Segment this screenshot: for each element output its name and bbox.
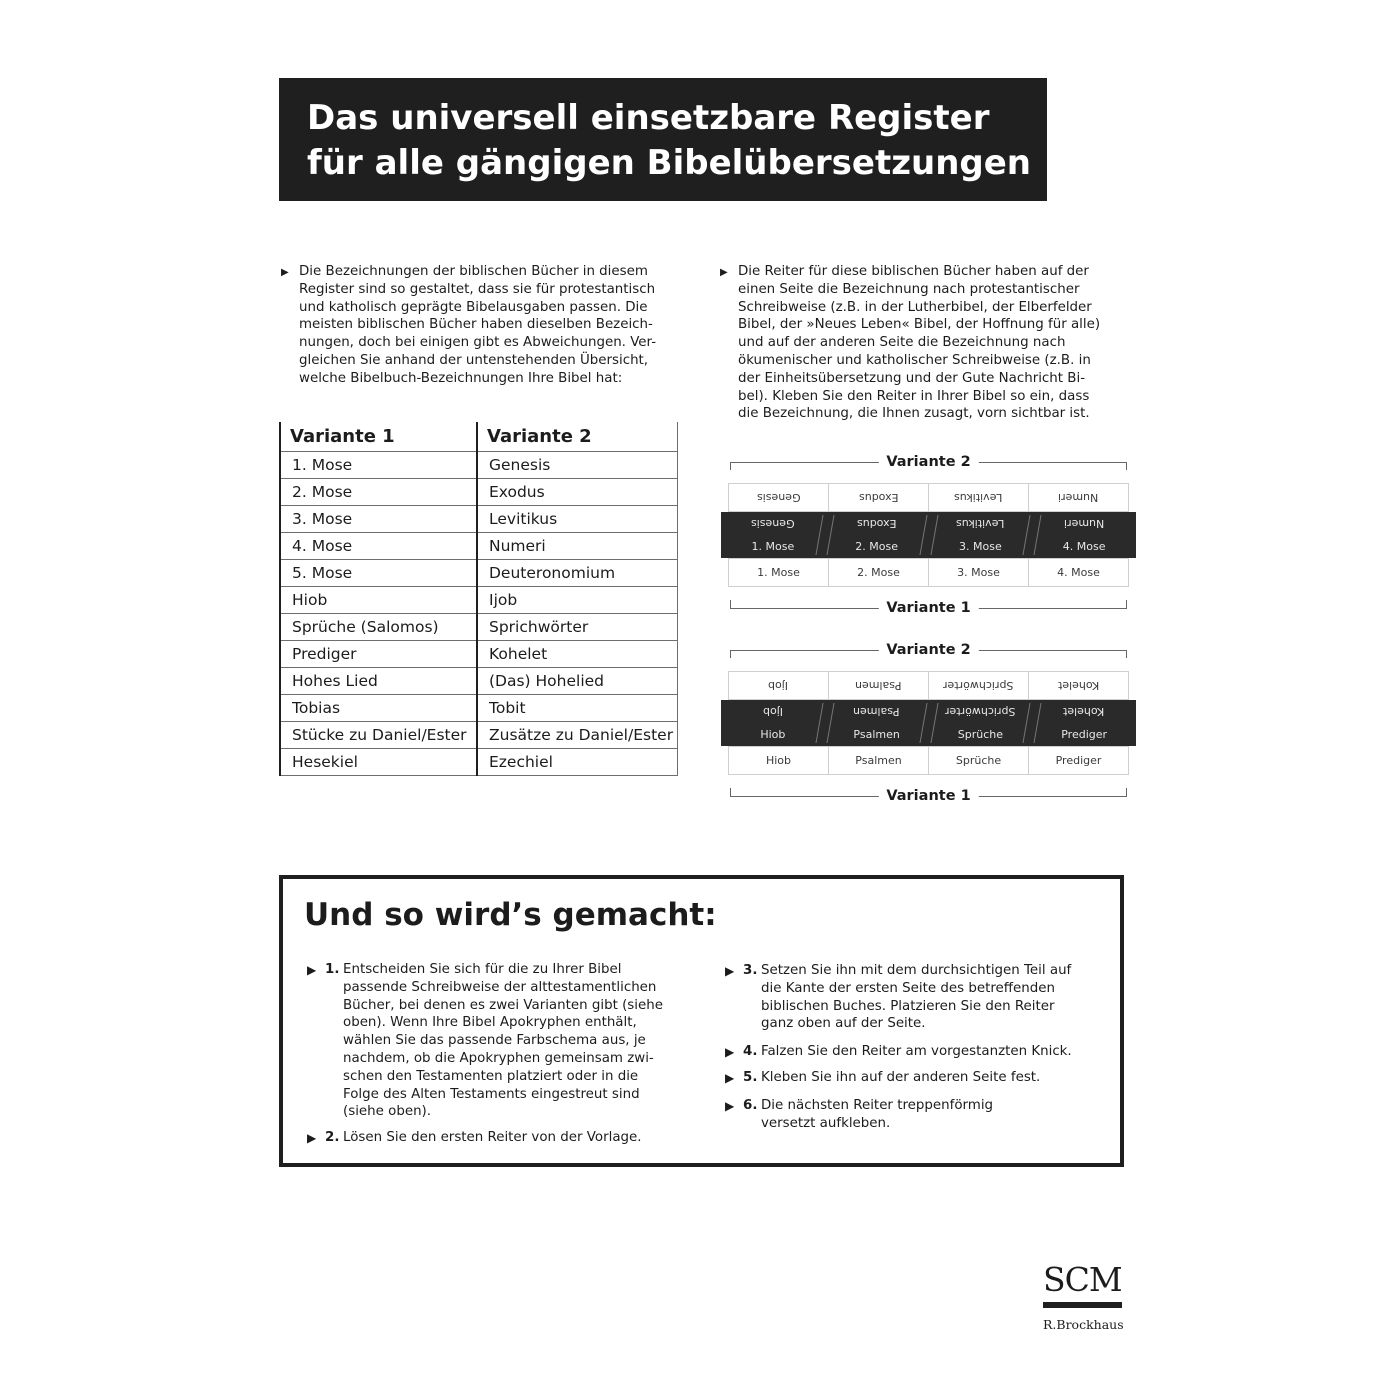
- tab-cell: [828, 483, 929, 512]
- step-line: Kleben Sie ihn auf der anderen Seite fest.: [761, 1070, 1041, 1085]
- fold-cell: [721, 512, 825, 558]
- step-text: [307, 1129, 642, 1147]
- tab-fold-band: [721, 700, 1136, 746]
- paragraph-line: Die Reiter für diese biblischen Bücher haben auf der: [738, 264, 1089, 279]
- tab-row-reversed: [728, 671, 1129, 700]
- fold-label-flipped: Exodus: [856, 517, 897, 530]
- fold-label: 3. Mose: [959, 540, 1002, 553]
- step-line: Lösen Sie den ersten Reiter von der Vorlage.: [343, 1130, 642, 1145]
- tab-cell: 3. Mose: [928, 558, 1029, 587]
- step-number: 2.: [325, 1130, 340, 1145]
- title-banner: [279, 78, 1047, 201]
- tab-label-flipped: Exodus: [858, 491, 899, 504]
- step-3: [725, 962, 1071, 1033]
- step-line: schen den Testamenten platziert oder in die: [343, 1068, 639, 1084]
- paragraph-line: die Bezeichnung, die Ihnen zusagt, vorn sichtbar ist.: [738, 406, 1090, 422]
- tab-diagram-1: [721, 453, 1136, 617]
- step-line: passende Schreibweise der alttestamentlichen: [343, 979, 657, 995]
- paragraph-line: und auf der anderen Seite die Bezeichnung nach: [738, 335, 1066, 351]
- tab-cell: [928, 671, 1029, 700]
- step-text: [725, 1043, 1072, 1061]
- step-line: biblischen Buches. Platzieren Sie den Reiter: [761, 998, 1055, 1014]
- paragraph-line: Die Bezeichnungen der biblischen Bücher in diesem: [299, 264, 648, 279]
- bracket-label-top: Variante 2: [878, 641, 978, 659]
- step-line: wählen Sie das passende Farbschema aus, je: [343, 1033, 646, 1049]
- step-2: [307, 1129, 642, 1147]
- fold-cell: [929, 512, 1033, 558]
- logo-subtitle: R.Brockhaus: [1043, 1317, 1124, 1332]
- step-arrow-icon: ▶: [725, 964, 735, 978]
- fold-cell: [825, 700, 929, 746]
- tab-cell: [728, 483, 829, 512]
- tab-cell: 1. Mose: [728, 558, 829, 587]
- tab-row-reversed: [728, 483, 1129, 512]
- bullet-arrow-icon: ▶: [720, 267, 728, 278]
- tab-cell: [1028, 671, 1129, 700]
- bracket-tick: [730, 650, 731, 658]
- step-arrow-icon: ▶: [725, 1099, 735, 1113]
- intro-right: [720, 263, 1100, 423]
- paragraph-line: bel). Kleben Sie den Reiter in Ihrer Bibel so ein, dass: [738, 388, 1090, 404]
- bracket-tick: [1126, 650, 1127, 658]
- step-number: 3.: [743, 963, 758, 978]
- variant-2-cell: Ijob: [477, 587, 678, 614]
- fold-label: Hiob: [760, 728, 786, 741]
- bracket-tick: [730, 600, 731, 608]
- table-row: [280, 695, 678, 722]
- fold-cell: [825, 512, 929, 558]
- step-number: 1.: [325, 962, 340, 977]
- step-arrow-icon: ▶: [307, 1131, 317, 1145]
- tab-cell: [928, 483, 1029, 512]
- bracket-tick: [1126, 462, 1127, 470]
- step-number: 4.: [743, 1044, 758, 1059]
- fold-label-flipped: Kohelet: [1063, 705, 1105, 718]
- bracket-tick: [730, 462, 731, 470]
- tab-label-flipped: Numeri: [1058, 491, 1099, 504]
- tab-label-flipped: Levitikus: [954, 491, 1003, 504]
- tab-label-flipped: Psalmen: [855, 679, 902, 692]
- table-row: [280, 506, 678, 533]
- step-line: Bücher, bei denen es zwei Varianten gibt (siehe: [343, 997, 663, 1013]
- table-header-variante-2: Variante 2: [477, 422, 678, 452]
- variant-1-cell: 2. Mose: [280, 479, 477, 506]
- fold-label-flipped: Levitikus: [956, 517, 1005, 530]
- variant-2-cell: (Das) Hohelied: [477, 668, 678, 695]
- tab-diagram-2: [721, 641, 1136, 805]
- variant-2-cell: Kohelet: [477, 641, 678, 668]
- fold-cell: [1032, 700, 1136, 746]
- bracket-bottom: [721, 787, 1136, 805]
- bracket-top: [721, 453, 1136, 471]
- table-row: [280, 722, 678, 749]
- step-line: oben). Wenn Ihre Bibel Apokryphen enthält,: [343, 1015, 637, 1031]
- fold-label: 4. Mose: [1062, 540, 1106, 553]
- variant-1-cell: Stücke zu Daniel/Ester: [280, 722, 477, 749]
- title-line-1: Das universell einsetzbare Register: [307, 98, 990, 138]
- fold-label: Psalmen: [853, 728, 900, 741]
- step-line: die Kante der ersten Seite des betreffenden: [761, 980, 1055, 996]
- logo-scm: SCM: [1043, 1260, 1122, 1299]
- fold-label: 2. Mose: [855, 540, 898, 553]
- tab-label-flipped: Genesis: [756, 491, 801, 504]
- variant-1-cell: Hiob: [280, 587, 477, 614]
- variant-2-cell: Zusätze zu Daniel/Ester: [477, 722, 678, 749]
- paragraph-line: ökumenischer und katholischer Schreibweise (z.B. in: [738, 352, 1091, 368]
- tab-label-flipped: Ijob: [768, 679, 789, 692]
- tab-cell: Psalmen: [828, 746, 929, 775]
- table-row: [280, 560, 678, 587]
- step-arrow-icon: ▶: [725, 1045, 735, 1059]
- variant-2-cell: Genesis: [477, 452, 678, 479]
- tab-label-flipped: Kohelet: [1057, 679, 1100, 692]
- fold-label: Prediger: [1061, 728, 1108, 741]
- intro-left: [281, 263, 656, 388]
- step-text: [725, 962, 1071, 1033]
- fold-cell: [929, 700, 1033, 746]
- tab-cell: 4. Mose: [1028, 558, 1129, 587]
- table-row: [280, 533, 678, 560]
- table-row: [280, 452, 678, 479]
- paragraph-line: nungen, doch bei einigen gibt es Abweichungen. Ver-: [299, 335, 657, 351]
- table-row: [280, 668, 678, 695]
- variant-2-cell: Deuteronomium: [477, 560, 678, 587]
- step-text: [307, 961, 663, 1121]
- step-4: [725, 1043, 1072, 1061]
- tab-cell: 2. Mose: [828, 558, 929, 587]
- step-line: Folge des Alten Testaments eingestreut sind: [343, 1086, 640, 1102]
- paragraph-line: Register sind so gestaltet, dass sie für protestantisch: [299, 281, 656, 297]
- variants-table: [279, 422, 678, 776]
- fold-label-flipped: Sprichwörter: [945, 705, 1016, 718]
- fold-label-flipped: Numeri: [1063, 517, 1105, 530]
- variant-2-cell: Exodus: [477, 479, 678, 506]
- tab-cell: Prediger: [1028, 746, 1129, 775]
- tab-fold-band: [721, 512, 1136, 558]
- table-header-variante-1: Variante 1: [280, 422, 477, 452]
- paragraph-line: Bibel, der »Neues Leben« Bibel, der Hoffnung für alle): [738, 317, 1101, 333]
- intro-left-text: [281, 263, 656, 388]
- paragraph-line: Schreibweise (z.B. in der Lutherbibel, der Elberfelder: [738, 299, 1092, 315]
- tab-cell: [1028, 483, 1129, 512]
- variant-1-cell: Tobias: [280, 695, 477, 722]
- instructions-title: Und so wird’s gemacht:: [304, 897, 717, 933]
- tab-row: [728, 746, 1129, 775]
- logo-bar: [1043, 1302, 1122, 1308]
- step-line: Falzen Sie den Reiter am vorgestanzten Knick.: [761, 1044, 1072, 1059]
- bullet-arrow-icon: ▶: [281, 267, 289, 278]
- step-text: [725, 1069, 1040, 1087]
- paragraph-line: und katholisch geprägte Bibelausgaben passen. Die: [299, 299, 648, 315]
- table-row: [280, 614, 678, 641]
- step-arrow-icon: ▶: [307, 963, 317, 977]
- table-row: [280, 749, 678, 776]
- step-line: ganz oben auf der Seite.: [761, 1016, 926, 1032]
- paragraph-line: der Einheitsübersetzung und der Gute Nachricht Bi-: [738, 370, 1086, 386]
- bracket-tick: [730, 788, 731, 796]
- bracket-tick: [1126, 788, 1127, 796]
- bracket-tick: [1126, 600, 1127, 608]
- fold-label: 1. Mose: [751, 540, 795, 553]
- publisher-logo: [1043, 1262, 1125, 1332]
- bracket-top: [721, 641, 1136, 659]
- variant-1-cell: 3. Mose: [280, 506, 477, 533]
- fold-label-flipped: Psalmen: [853, 705, 900, 718]
- variant-1-cell: Hesekiel: [280, 749, 477, 776]
- fold-label-flipped: Ijob: [762, 705, 783, 718]
- bracket-label-top: Variante 2: [878, 453, 978, 471]
- variant-1-cell: Prediger: [280, 641, 477, 668]
- variant-2-cell: Tobit: [477, 695, 678, 722]
- paragraph-line: meisten biblischen Bücher haben dieselben Bezeich-: [299, 317, 653, 333]
- step-number: 5.: [743, 1070, 758, 1085]
- variant-2-cell: Sprichwörter: [477, 614, 678, 641]
- intro-right-text: [720, 263, 1100, 423]
- step-line: Entscheiden Sie sich für die zu Ihrer Bibel: [343, 962, 622, 977]
- title-line-2: für alle gängigen Bibelübersetzungen: [307, 143, 1032, 183]
- tab-cell: [828, 671, 929, 700]
- tab-cell: [728, 671, 829, 700]
- tab-label-flipped: Sprichwörter: [943, 679, 1014, 692]
- instructions-box: [279, 875, 1124, 1167]
- variant-2-cell: Numeri: [477, 533, 678, 560]
- bracket-bottom: [721, 599, 1136, 617]
- variant-1-cell: 5. Mose: [280, 560, 477, 587]
- step-number: 6.: [743, 1098, 758, 1113]
- fold-cell: [1032, 512, 1136, 558]
- step-line: versetzt aufkleben.: [761, 1115, 891, 1131]
- variant-1-cell: Sprüche (Salomos): [280, 614, 477, 641]
- fold-label-flipped: Genesis: [751, 517, 795, 530]
- tab-cell: Hiob: [728, 746, 829, 775]
- variant-2-cell: Levitikus: [477, 506, 678, 533]
- step-1: [307, 961, 663, 1121]
- table-row: [280, 479, 678, 506]
- variant-1-cell: 1. Mose: [280, 452, 477, 479]
- paragraph-line: welche Bibelbuch-Bezeichnungen Ihre Bibel hat:: [299, 370, 623, 386]
- step-5: [725, 1069, 1040, 1087]
- step-arrow-icon: ▶: [725, 1071, 735, 1085]
- fold-label: Sprüche: [957, 728, 1003, 741]
- tab-row: [728, 558, 1129, 587]
- step-text: [725, 1097, 993, 1133]
- bracket-label-bottom: Variante 1: [878, 599, 978, 617]
- tab-cell: Sprüche: [928, 746, 1029, 775]
- variant-2-cell: Ezechiel: [477, 749, 678, 776]
- paragraph-line: einen Seite die Bezeichnung nach protestantischer: [738, 281, 1080, 297]
- step-6: [725, 1097, 993, 1133]
- table-row: [280, 641, 678, 668]
- variant-1-cell: 4. Mose: [280, 533, 477, 560]
- step-line: nachdem, ob die Apokryphen gemeinsam zwi-: [343, 1050, 654, 1066]
- variant-1-cell: Hohes Lied: [280, 668, 477, 695]
- table-row: [280, 587, 678, 614]
- step-line: Setzen Sie ihn mit dem durchsichtigen Teil auf: [761, 963, 1072, 978]
- step-line: Die nächsten Reiter treppenförmig: [761, 1098, 994, 1113]
- step-line: (siehe oben).: [343, 1104, 432, 1120]
- paragraph-line: gleichen Sie anhand der untenstehenden Übersicht,: [299, 352, 649, 368]
- bracket-label-bottom: Variante 1: [878, 787, 978, 805]
- fold-cell: [721, 700, 825, 746]
